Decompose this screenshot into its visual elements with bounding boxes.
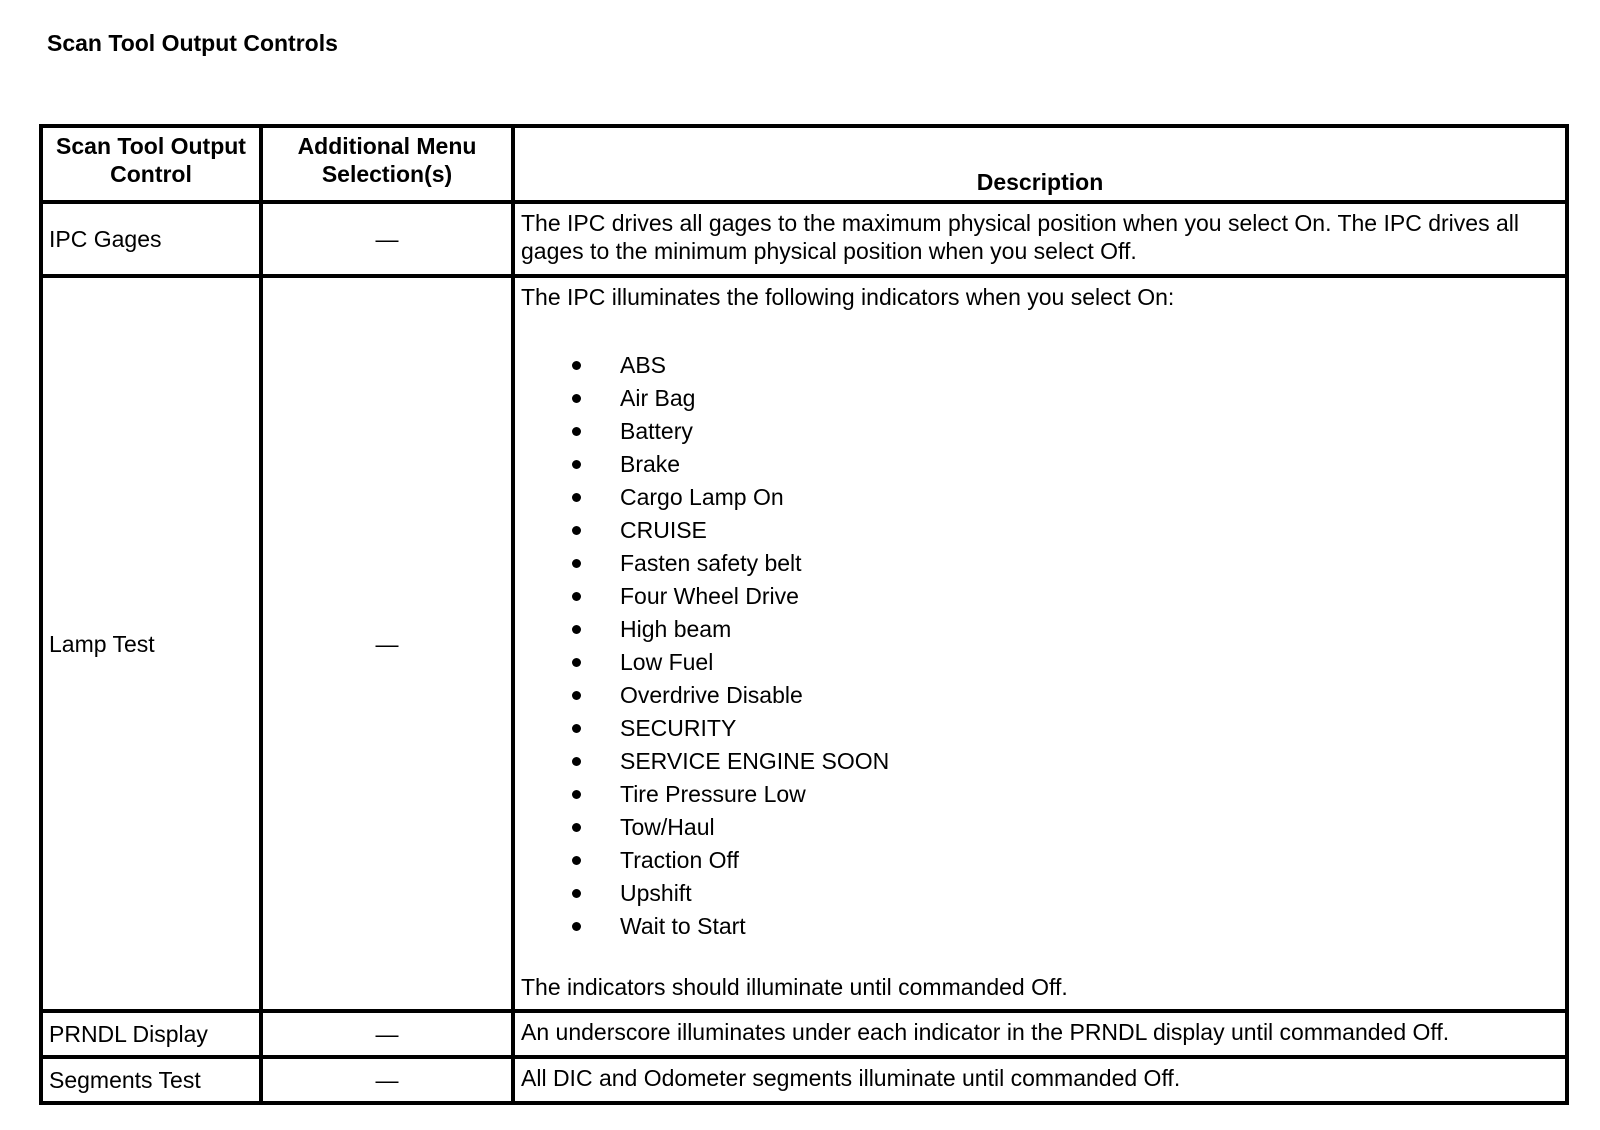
list-item (521, 745, 1559, 778)
list-item (521, 646, 1559, 679)
bullet-icon (572, 394, 581, 403)
row-control: Segments Test (41, 1057, 261, 1103)
table-row (41, 202, 1567, 276)
output-controls-table (39, 124, 1569, 1105)
row-control: IPC Gages (41, 202, 261, 276)
table-header-row (41, 126, 1567, 202)
indicator-label: Traction Off (620, 847, 739, 873)
indicator-label: Overdrive Disable (620, 682, 803, 708)
indicator-label: Battery (620, 418, 693, 444)
indicator-label: Wait to Start (620, 913, 746, 939)
list-item (521, 448, 1559, 481)
bullet-icon (572, 856, 581, 865)
indicator-label: SECURITY (620, 715, 737, 741)
indicator-label: CRUISE (620, 517, 707, 543)
row-description: All DIC and Odometer segments illuminate until commanded Off. (513, 1057, 1567, 1103)
header-description: Description (513, 126, 1567, 202)
list-item (521, 844, 1559, 877)
list-item (521, 349, 1559, 382)
row-description: An underscore illuminates under each indicator in the PRNDL display until commanded Off. (513, 1011, 1567, 1057)
row-control: Lamp Test (41, 276, 261, 1011)
bullet-icon (572, 559, 581, 568)
indicator-label: Air Bag (620, 385, 696, 411)
bullet-icon (572, 823, 581, 832)
bullet-icon (572, 427, 581, 436)
list-item (521, 580, 1559, 613)
indicator-label: Tire Pressure Low (620, 781, 806, 807)
row-description: The IPC drives all gages to the maximum physical position when you select On. The IPC drives all gages to the minimum physical position when you select Off. (513, 202, 1567, 276)
row-menu: — (261, 202, 513, 276)
list-item (521, 910, 1559, 943)
indicator-label: Brake (620, 451, 681, 477)
bullet-icon (572, 922, 581, 931)
header-control: Scan Tool Output Control (41, 126, 261, 202)
bullet-icon (572, 691, 581, 700)
list-item (521, 679, 1559, 712)
list-item (521, 514, 1559, 547)
indicator-label: Tow/Haul (620, 814, 715, 840)
lamp-intro: The IPC illuminates the following indicators when you select On: (521, 284, 1175, 310)
bullet-icon (572, 658, 581, 667)
header-menu: Additional Menu Selection(s) (261, 126, 513, 202)
bullet-icon (572, 790, 581, 799)
bullet-icon (572, 625, 581, 634)
lamp-outro: The indicators should illuminate until commanded Off. (521, 974, 1068, 1000)
bullet-icon (572, 460, 581, 469)
bullet-icon (572, 757, 581, 766)
list-item (521, 712, 1559, 745)
indicator-list (521, 349, 1559, 943)
table-row (41, 276, 1567, 1011)
list-item (521, 481, 1559, 514)
indicator-label: Upshift (620, 880, 692, 906)
page-title: Scan Tool Output Controls (47, 30, 338, 56)
row-menu: — (261, 1057, 513, 1103)
list-item (521, 811, 1559, 844)
list-item (521, 415, 1559, 448)
table-row (41, 1057, 1567, 1103)
indicator-label: ABS (620, 352, 667, 378)
list-item (521, 778, 1559, 811)
list-item (521, 877, 1559, 910)
bullet-icon (572, 724, 581, 733)
list-item (521, 613, 1559, 646)
row-menu: — (261, 1011, 513, 1057)
bullet-icon (572, 592, 581, 601)
indicator-label: Cargo Lamp On (620, 484, 784, 510)
row-menu: — (261, 276, 513, 1011)
indicator-label: High beam (620, 616, 732, 642)
table-row (41, 1011, 1567, 1057)
indicator-label: Four Wheel Drive (620, 583, 799, 609)
indicator-label: SERVICE ENGINE SOON (620, 748, 890, 774)
bullet-icon (572, 526, 581, 535)
indicator-label: Low Fuel (620, 649, 714, 675)
bullet-icon (572, 361, 581, 370)
row-description (513, 276, 1567, 1011)
row-control: PRNDL Display (41, 1011, 261, 1057)
list-item (521, 547, 1559, 580)
bullet-icon (572, 493, 581, 502)
bullet-icon (572, 889, 581, 898)
indicator-label: Fasten safety belt (620, 550, 802, 576)
list-item (521, 382, 1559, 415)
